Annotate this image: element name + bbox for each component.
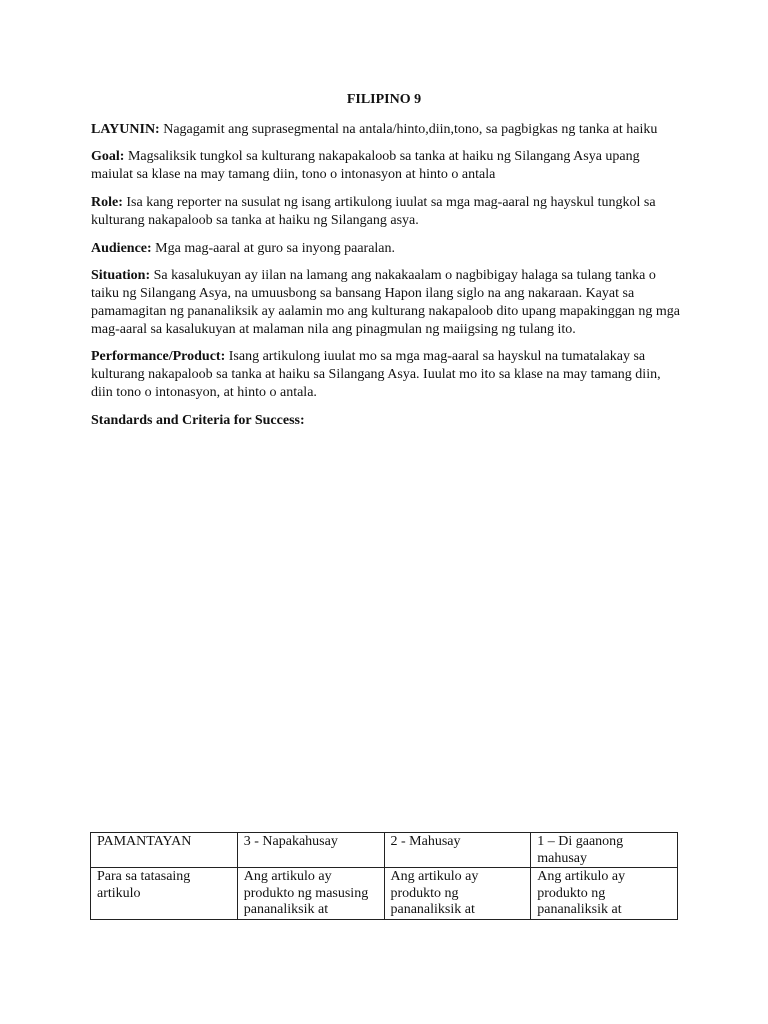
table-header-cell: 2 - Mahusay xyxy=(384,833,531,868)
table-header-cell: PAMANTAYAN xyxy=(91,833,238,868)
section-text: Isa kang reporter na susulat ng isang artikulong iuulat sa mga mag-aaral ng hayskul tungkol sa kulturang nakapaloob sa tanka at haiku ng Silangang asya. xyxy=(91,195,656,228)
section-text: Sa kasalukuyan ay iilan na lamang ang nakakaalam o nagbibigay halaga sa tulang tanka o taiku ng Silangang Asya, na umuusbong sa bansang Hapon ilang siglo na ang nakaraan. Kayat sa pamamagitan ng pananaliksik ay aalamin mo ang kulturang nakapaloob dito upang mapakinggan ng mga mag-aaral sa kasalukuyan at malaman nila ang pinagmulan ng maiigsing ng tulang ito. xyxy=(91,268,681,337)
section-layunin xyxy=(91,121,681,139)
section-label: Role: xyxy=(91,195,123,210)
section-label: Audience: xyxy=(91,241,152,256)
table-header-cell: 1 – Di gaanong mahusay xyxy=(531,833,678,868)
section-goal xyxy=(91,148,681,184)
document-title: FILIPINO 9 xyxy=(346,92,422,107)
section-text: Mga mag-aaral at guro sa inyong paaralan. xyxy=(155,241,396,256)
table-header-row xyxy=(91,833,678,868)
rubric-table xyxy=(90,832,678,920)
section-label: Situation: xyxy=(91,268,151,283)
table-row xyxy=(91,868,678,920)
section-situation xyxy=(91,267,681,339)
table-cell: Ang artikulo ay produkto ng masusing pananaliksik at xyxy=(237,868,384,920)
section-performance-product xyxy=(91,348,681,402)
section-standards xyxy=(91,412,681,430)
section-label: LAYUNIN: xyxy=(91,122,160,137)
section-text: Nagagamit ang suprasegmental na antala/hinto,diin,tono, sa pagbigkas ng tanka at haiku xyxy=(163,122,658,137)
table-header-cell: 3 - Napakahusay xyxy=(237,833,384,868)
table-cell: Para sa tatasaing artikulo xyxy=(91,868,238,920)
section-text: Isang artikulong iuulat mo sa mga mag-aaral sa hayskul na tumatalakay sa kulturang nakapaloob sa tanka at haiku sa Silangang Asya. Iuulat mo ito sa klase na may tamang diin, diin tono o intonasyon, at hinto o antala. xyxy=(91,349,661,400)
section-role xyxy=(91,194,681,230)
section-label: Standards and Criteria for Success: xyxy=(91,413,305,428)
section-label: Performance/Product: xyxy=(91,349,226,364)
section-label: Goal: xyxy=(91,149,125,164)
section-audience xyxy=(91,240,681,258)
section-text: Magsaliksik tungkol sa kulturang nakapakaloob sa tanka at haiku ng Silangang Asya upang maiulat sa klase na may tamang diin, tono o intonasyon at hinto o antala xyxy=(91,149,640,182)
table-cell: Ang artikulo ay produkto ng pananaliksik at xyxy=(384,868,531,920)
table-cell: Ang artikulo ay produkto ng pananaliksik at xyxy=(531,868,678,920)
